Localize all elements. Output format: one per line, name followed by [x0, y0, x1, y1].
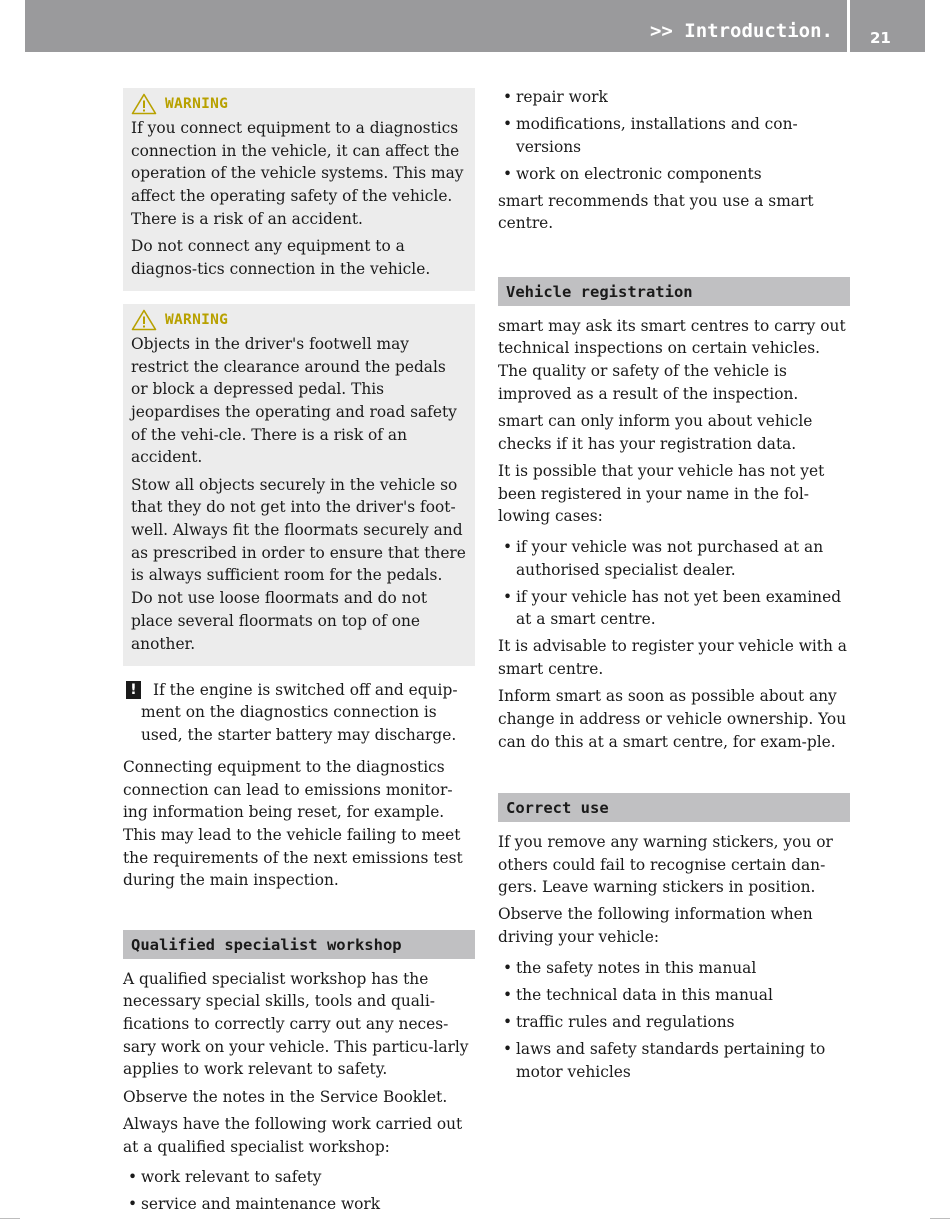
warning-text: Stow all objects securely in the vehicle so that they do not get into the driver's foot-well. Always fit the floormats securely and as prescribed in order to ensure that there is always sufficient room for the pedals. Do not use loose floormats and do not place several floormats on top of one another.	[131, 475, 466, 653]
section-heading-correct-use: Correct use	[498, 793, 850, 822]
bullet-list	[123, 1166, 475, 1216]
body-paragraph: smart recommends that you use a smart centre.	[498, 191, 814, 233]
body-paragraph: Inform smart as soon as possible about any change in address or vehicle ownership. You can do this at a smart centre, for exam-ple.	[498, 687, 847, 751]
right-column	[498, 86, 850, 1088]
notice-battery	[123, 679, 475, 747]
chapter-title: >> Introduction.	[649, 20, 833, 42]
body-paragraph: smart can only inform you about vehicle checks if it has your registration data.	[498, 411, 813, 453]
warning-label: WARNING	[165, 96, 229, 112]
list-item: • the safety notes in this manual	[498, 957, 850, 980]
list-item: • traffic rules and regulations	[498, 1011, 850, 1034]
warning-text: Objects in the driver's footwell may restrict the clearance around the pedals or block a depressed pedal. This jeopardises the operating and road safety of the vehi-cle. There is a risk of an accident.	[131, 334, 457, 467]
warning-text: If you connect equipment to a diagnostics connection in the vehicle, it can affect the operation of the vehicle systems. This may affect the operating safety of the vehicle. There is a risk of an accident.	[131, 119, 464, 228]
bullet-list	[498, 86, 850, 185]
list-item: • modifications, installations and con-versions	[498, 113, 850, 158]
crop-mark	[0, 1218, 20, 1219]
body-paragraph: If you remove any warning stickers, you or others could fail to recognise certain dan-gers. Leave warning stickers in position.	[498, 832, 833, 897]
body-paragraph: smart may ask its smart centres to carry out technical inspections on certain vehicles. The quality or safety of the vehicle is improved as a result of the inspection.	[498, 316, 846, 403]
header-bar	[25, 0, 847, 52]
warning-box-diagnostics	[123, 88, 475, 291]
list-item: • repair work	[498, 86, 850, 109]
list-item: • if your vehicle was not purchased at an authorised specialist dealer.	[498, 536, 850, 581]
page-number-box	[850, 0, 925, 52]
section-heading-workshop: Qualified specialist workshop	[123, 930, 475, 959]
list-item: • the technical data in this manual	[498, 984, 850, 1007]
page-number: 21	[870, 29, 891, 47]
warning-triangle-icon	[131, 93, 157, 115]
section-heading-registration: Vehicle registration	[498, 277, 850, 306]
body-paragraph: Connecting equipment to the diagnostics connection can lead to emissions monitor-ing information being reset, for example. This may lead to the vehicle failing to meet the requirements of the next emissions test during the main inspection.	[123, 757, 463, 890]
notice-text: If the engine is switched off and equip-ment on the diagnostics connection is used, the starter battery may discharge.	[141, 680, 458, 745]
crop-mark	[930, 1218, 950, 1219]
bullet-list	[498, 957, 850, 1083]
warning-triangle-icon	[131, 309, 157, 331]
warning-label: WARNING	[165, 311, 229, 328]
warning-text: Do not connect any equipment to a diagnos-tics connection in the vehicle.	[131, 237, 431, 278]
warning-box-footwell	[123, 304, 475, 666]
body-paragraph: Always have the following work carried out at a qualified specialist workshop:	[123, 1114, 463, 1156]
list-item: • work on electronic components	[498, 163, 850, 186]
body-paragraph: A qualified specialist workshop has the necessary special skills, tools and quali-fications to correctly carry out any neces-sary work on your vehicle. This particu-larly applies to work relevant to safety.	[123, 969, 469, 1079]
body-paragraph: Observe the notes in the Service Booklet.	[123, 1087, 448, 1106]
warning-header	[131, 308, 467, 332]
warning-header	[131, 92, 467, 116]
body-paragraph: Observe the following information when driving your vehicle:	[498, 905, 813, 947]
list-item: • if your vehicle has not yet been examined at a smart centre.	[498, 586, 850, 631]
bullet-list	[498, 536, 850, 631]
body-paragraph: It is advisable to register your vehicle with a smart centre.	[498, 637, 847, 679]
list-item: • laws and safety standards pertaining to motor vehicles	[498, 1038, 850, 1083]
exclamation-icon: !	[126, 681, 141, 699]
list-item: • service and maintenance work	[123, 1193, 475, 1216]
list-item: • work relevant to safety	[123, 1166, 475, 1189]
body-paragraph: It is possible that your vehicle has not yet been registered in your name in the fol-lowing cases:	[498, 461, 825, 526]
left-column	[123, 88, 475, 1220]
